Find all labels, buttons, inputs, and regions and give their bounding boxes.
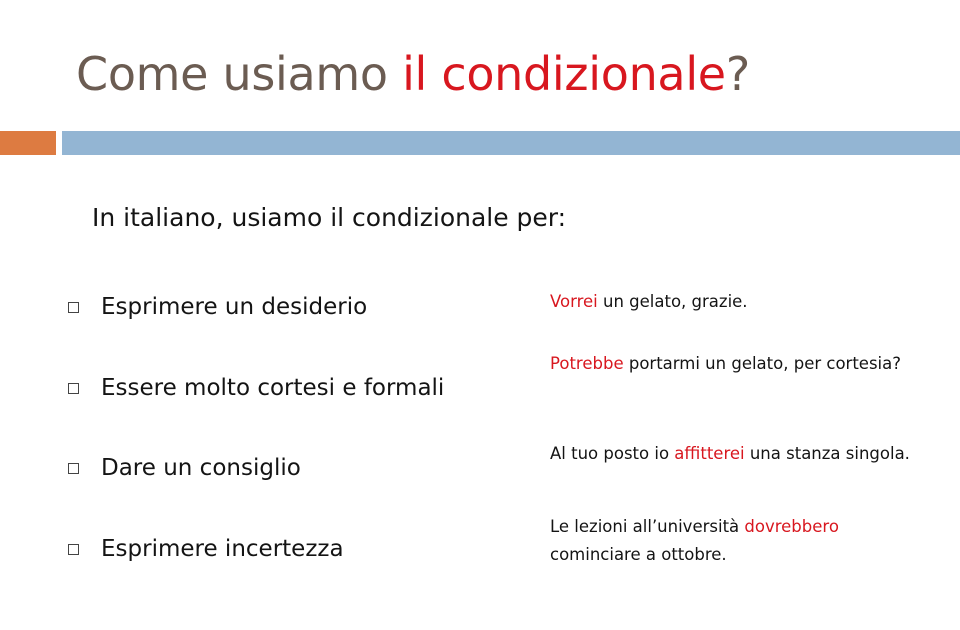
intro-text: In italiano, usiamo il condizionale per:	[92, 203, 567, 232]
example-text: un gelato, grazie.	[597, 292, 748, 311]
square-bullet-icon	[68, 302, 79, 313]
title-accent: il condizionale	[402, 47, 726, 101]
bullet-item	[68, 291, 367, 323]
example-highlight: Potrebbe	[550, 354, 624, 373]
example-highlight: Vorrei	[550, 292, 598, 311]
example-highlight: affitterei	[674, 444, 745, 463]
square-bullet-icon	[68, 383, 79, 394]
square-bullet-icon	[68, 544, 79, 555]
title-question-mark: ?	[725, 47, 750, 101]
bullet-text: Esprimere incertezza	[101, 536, 344, 562]
accent-bar-orange	[0, 131, 56, 155]
example-text: portarmi un gelato, per cortesia?	[623, 354, 901, 373]
example-sentence	[550, 288, 920, 316]
example-sentence	[550, 513, 920, 569]
example-sentence	[550, 440, 920, 468]
example-highlight: dovrebbero	[744, 517, 839, 536]
example-text: Le lezioni all’università	[550, 517, 745, 536]
example-text: Al tuo posto io	[550, 444, 675, 463]
square-bullet-icon	[68, 463, 79, 474]
example-sentence	[550, 350, 920, 378]
bullet-text: Dare un consiglio	[101, 455, 301, 481]
example-text: una stanza singola.	[744, 444, 910, 463]
title-text: Come usiamo	[76, 47, 403, 101]
bullet-text: Esprimere un desiderio	[101, 294, 368, 320]
slide-title	[76, 42, 750, 106]
example-text: cominciare a ottobre.	[550, 545, 727, 564]
bullet-item	[68, 452, 301, 484]
accent-bar-blue	[62, 131, 960, 155]
bullet-item	[68, 533, 344, 565]
bullet-text: Essere molto cortesi e formali	[101, 375, 445, 401]
bullet-item	[68, 372, 444, 404]
